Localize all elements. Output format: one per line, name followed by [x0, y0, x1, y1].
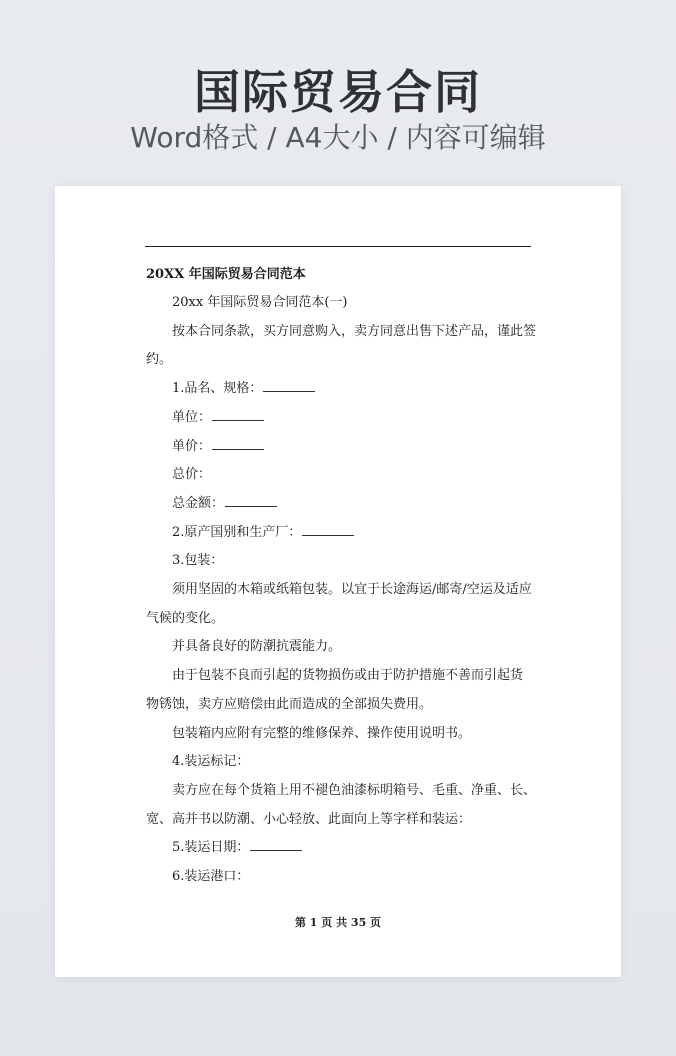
line-text: 20xx 年国际贸易合同范本(一)	[172, 295, 348, 310]
line-text: 5.装运日期：	[172, 840, 250, 856]
line-text: 物锈蚀，卖方应赔偿由此而造成的全部损失费用。	[146, 696, 433, 712]
document-line	[146, 433, 531, 462]
line-text: 按本合同条款，买方同意购入，卖方同意出售下述产品，谨此签	[172, 323, 537, 339]
line-text: 2.原产国别和生产厂：	[172, 524, 302, 540]
document-line	[146, 720, 531, 749]
line-text: 3.包装：	[172, 553, 224, 569]
line-text: 4.装运标记：	[172, 754, 250, 770]
line-text: 气候的变化。	[146, 610, 225, 626]
document-line	[146, 576, 531, 605]
line-text: 须用坚固的木箱或纸箱包装。以宜于长途海运/邮寄/空运及适应	[172, 582, 532, 598]
line-text: 6.装运港口：	[172, 869, 250, 885]
document-page	[55, 186, 621, 977]
banner-title: 国际贸易合同	[194, 65, 482, 119]
document-body	[146, 261, 537, 892]
document-line	[146, 375, 531, 404]
line-text: 并具备良好的防潮抗震能力。	[172, 639, 342, 655]
fill-in-blank	[263, 379, 315, 392]
document-line	[146, 806, 531, 835]
document-line	[146, 633, 531, 662]
fill-in-blank	[302, 523, 354, 536]
document-line	[146, 547, 531, 576]
line-text: 约。	[146, 352, 173, 368]
fill-in-blank	[212, 408, 264, 421]
document-line	[146, 777, 537, 806]
fill-in-blank	[225, 494, 277, 507]
document-line	[146, 318, 537, 347]
document-lines	[146, 289, 537, 892]
document-line	[146, 519, 531, 548]
line-text: 包装箱内应附有完整的维修保养、操作使用说明书。	[172, 725, 472, 741]
line-text: 宽、高并书以防潮、小心轻放、此面向上等字样和装运：	[146, 811, 472, 827]
line-text: 总价：	[172, 467, 212, 483]
line-text: 1.品名、规格：	[172, 381, 263, 397]
document-line	[146, 748, 531, 777]
fill-in-blank	[250, 838, 302, 851]
line-text: 单价：	[172, 438, 212, 454]
line-text: 单位：	[172, 409, 212, 425]
document-line	[146, 691, 531, 720]
document-line	[146, 346, 531, 375]
document-line	[146, 863, 531, 892]
document-line	[146, 662, 531, 691]
line-text: 总金额：	[172, 495, 225, 511]
document-line	[146, 605, 531, 634]
document-line	[146, 834, 531, 863]
line-text: 卖方应在每个货箱上用不褪色油漆标明箱号、毛重、净重、长、	[172, 782, 537, 798]
document-line	[146, 461, 531, 490]
banner-subtitle: Word格式 / A4大小 / 内容可编辑	[130, 121, 546, 154]
page-footer: 第 1 页 共 35 页	[294, 916, 382, 929]
line-text: 由于包装不良而引起的货物损伤或由于防护措施不善而引起货	[172, 668, 524, 684]
document-line	[146, 289, 531, 318]
document-line	[146, 404, 531, 433]
document-title: 20XX 年国际贸易合同范本	[146, 267, 306, 282]
header-rule	[145, 246, 531, 247]
fill-in-blank	[212, 437, 264, 450]
document-line	[146, 490, 531, 519]
